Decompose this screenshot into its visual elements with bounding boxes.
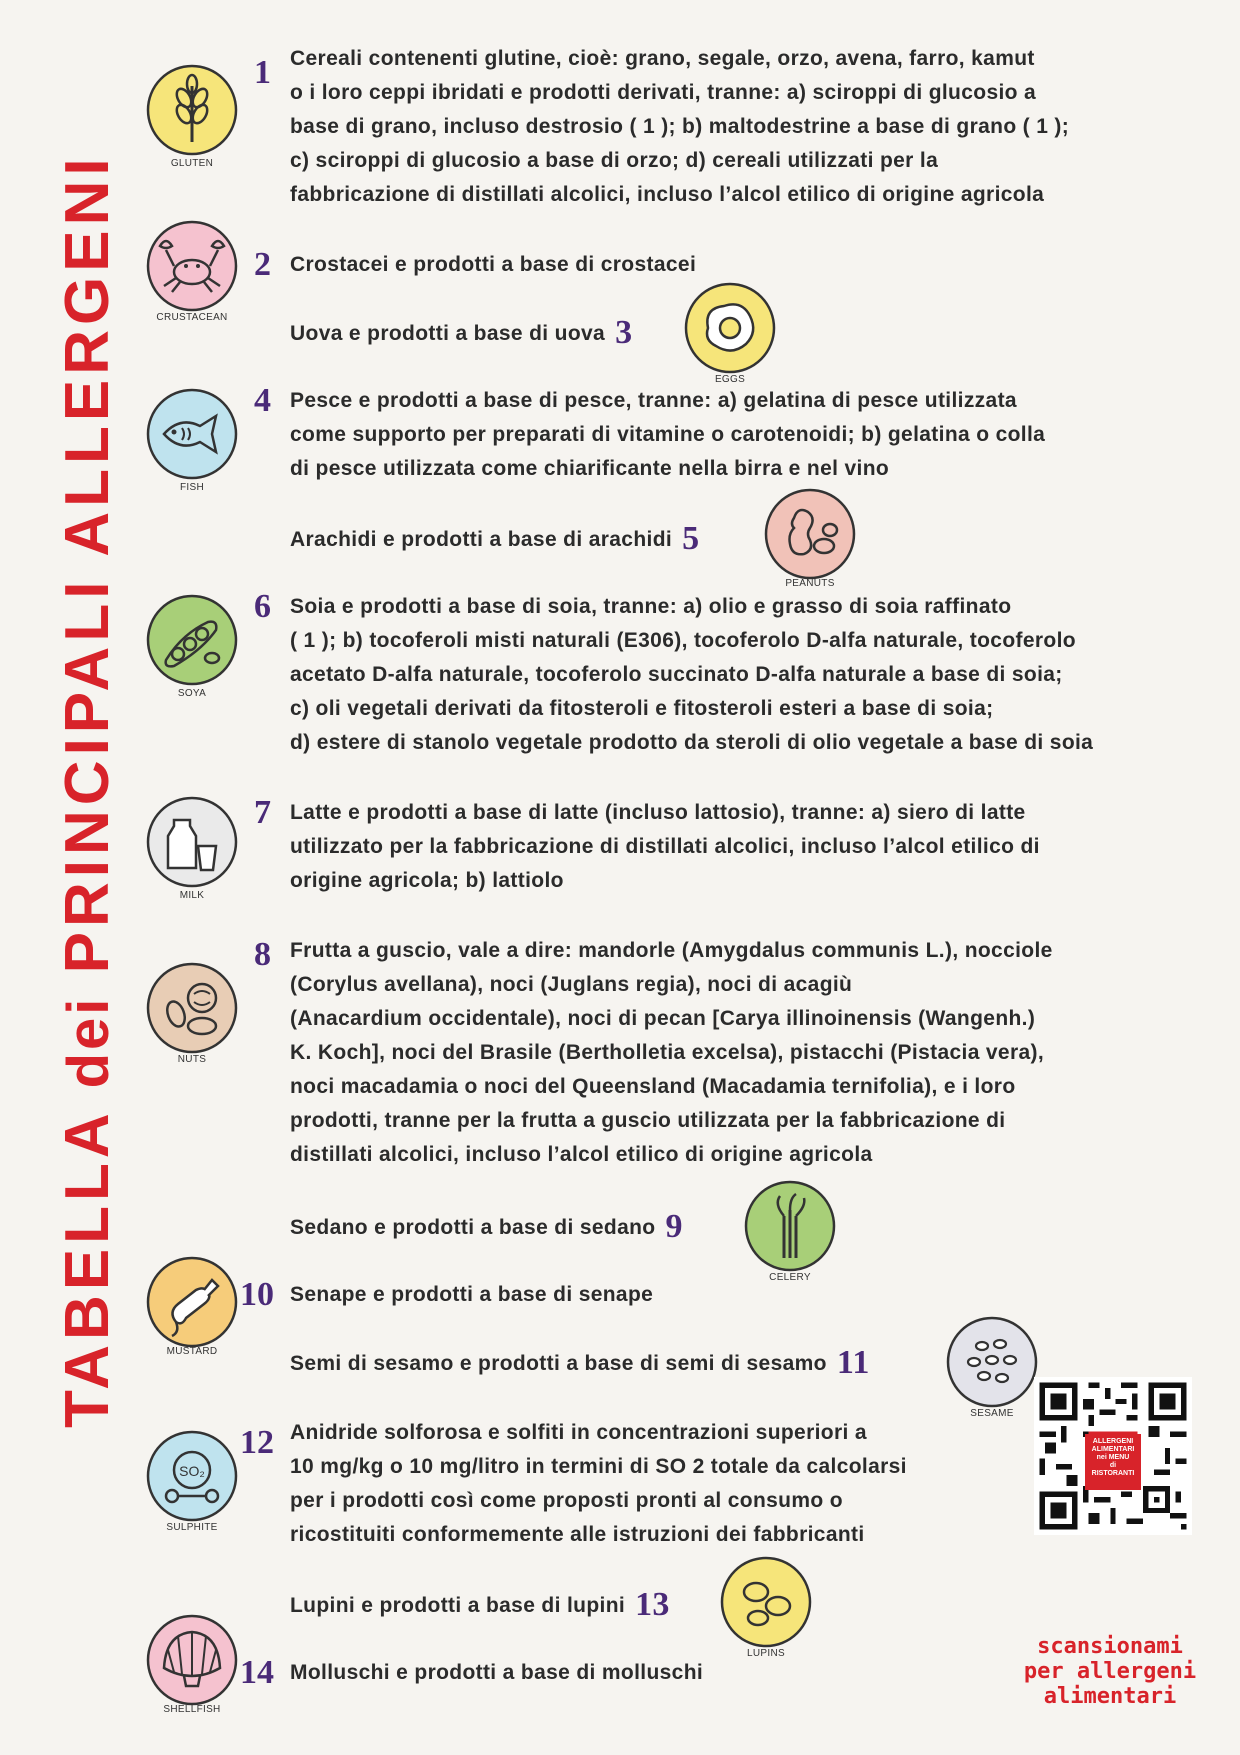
page-title: [48, 153, 128, 1428]
qr-badge-line: ALIMENTARI: [1091, 1446, 1135, 1453]
shell-icon: [146, 1614, 238, 1706]
allergen-number: 3: [615, 314, 633, 351]
description-line: Soia e prodotti a base di soia, tranne: a) olio e grasso di soia raffinato: [290, 595, 1012, 618]
lupin-icon: [720, 1556, 812, 1648]
description-line: di pesce utilizzata come chiarificante nella birra e nel vino: [290, 457, 890, 480]
svg-text:SO₂: SO₂: [179, 1463, 205, 1479]
title-connector: dei: [56, 995, 121, 1089]
description-line: Molluschi e prodotti a base di molluschi: [290, 1661, 704, 1684]
description-line: Uova e prodotti a base di uova: [290, 322, 606, 345]
allergen-label: SOYA: [177, 688, 207, 699]
description-line: per i prodotti così come proposti pronti al consumo o: [290, 1489, 843, 1512]
description-line: fabbricazione di distillati alcolici, incluso l’alcol etilico di origine agricola: [290, 183, 1045, 206]
allergen-description: [290, 522, 699, 557]
qr-caption-line: alimentari: [1043, 1684, 1177, 1709]
description-line: 10 mg/kg o 10 mg/litro in termini di SO 2 totale da calcolarsi: [290, 1455, 907, 1478]
qr-badge-line: nei MENU: [1096, 1454, 1130, 1461]
wheat-icon: [146, 64, 238, 156]
allergen-description: [290, 42, 1069, 212]
allergen-description: [290, 796, 1040, 898]
qr-badge-line: RISTORANTI: [1091, 1470, 1135, 1477]
allergen-number: 12: [240, 1424, 274, 1461]
allergen-description: [290, 934, 1053, 1172]
description-line: o i loro ceppi ibridati e prodotti derivati, tranne: a) sciroppi di glucosio a: [290, 81, 1037, 104]
milk-icon: [146, 796, 238, 888]
allergen-number: 1: [254, 54, 271, 91]
allergen-label: MILK: [179, 890, 205, 901]
allergen-label: SULPHITE: [166, 1522, 218, 1533]
soy-icon: [146, 594, 238, 686]
allergen-description: [290, 1210, 683, 1245]
description-line: (Anacardium occidentale), noci di pecan [Carya illinoinensis (Wangenh.): [290, 1007, 1036, 1030]
description-line: Lupini e prodotti a base di lupini: [290, 1594, 626, 1617]
description-line: Crostacei e prodotti a base di crostacei: [290, 253, 697, 276]
celery-icon: [744, 1180, 836, 1272]
allergen-number: 6: [254, 588, 271, 625]
allergen-number: 10: [240, 1276, 274, 1313]
qr-caption: [1010, 1634, 1210, 1709]
allergen-description: [290, 590, 1093, 760]
crab-icon: [146, 220, 238, 312]
description-line: Frutta a guscio, vale a dire: mandorle (Amygdalus communis L.), nocciole: [290, 939, 1053, 962]
fish-icon: [146, 388, 238, 480]
allergen-number: 8: [254, 936, 271, 973]
description-line: Semi di sesamo e prodotti a base di semi di sesamo: [290, 1352, 827, 1375]
description-line: Senape e prodotti a base di senape: [290, 1283, 654, 1306]
nuts-icon: [146, 962, 238, 1054]
description-line: come supporto per preparati di vitamine o carotenoidi; b) gelatina o colla: [290, 423, 1046, 446]
allergen-number: 11: [836, 1344, 870, 1381]
allergen-description: [290, 1656, 703, 1690]
egg-icon: [684, 282, 776, 374]
allergen-label: MUSTARD: [166, 1346, 218, 1357]
allergen-number: 5: [682, 520, 700, 557]
title-main: TABELLA: [53, 1110, 122, 1428]
qr-caption-line: per allergeni: [1023, 1659, 1197, 1684]
description-line: ricostituiti conformemente alle istruzioni dei fabbricanti: [290, 1523, 865, 1546]
allergen-number: 14: [240, 1654, 274, 1691]
description-line: Anidride solforosa e solfiti in concentrazioni superiori a: [290, 1421, 867, 1444]
mustard-icon: [146, 1256, 238, 1348]
allergen-description: [290, 384, 1045, 486]
description-line: Arachidi e prodotti a base di arachidi: [290, 528, 673, 551]
allergen-label: GLUTEN: [170, 158, 214, 169]
description-line: Pesce e prodotti a base di pesce, tranne: a) gelatina di pesce utilizzata: [290, 389, 1017, 412]
allergen-label: CRUSTACEAN: [156, 312, 228, 323]
allergen-description: [290, 1416, 907, 1552]
allergen-label: FISH: [180, 482, 204, 493]
allergen-number: 9: [665, 1208, 683, 1245]
description-line: prodotti, tranne per la frutta a guscio utilizzata per la fabbricazione di: [290, 1109, 1006, 1132]
description-line: noci macadamia o noci del Queensland (Macadamia ternifolia), e i loro: [290, 1075, 1016, 1098]
description-line: c) oli vegetali derivati da fitosteroli e fitosteroli esteri a base di soia;: [290, 697, 994, 720]
allergen-label: EGGS: [714, 374, 746, 385]
allergen-description: [290, 1278, 653, 1312]
allergen-number: 13: [635, 1586, 670, 1623]
allergen-number: 2: [254, 246, 271, 283]
allergen-number: 7: [254, 794, 271, 831]
description-line: Sedano e prodotti a base di sedano: [290, 1216, 656, 1239]
sulphite-icon: [146, 1430, 238, 1522]
allergen-description: [290, 1588, 670, 1623]
qr-badge: [1085, 1434, 1141, 1490]
allergen-label: PEANUTS: [785, 578, 835, 589]
description-line: base di grano, incluso destrosio ( 1 ); b) maltodestrine a base di grano ( 1 );: [290, 115, 1070, 138]
description-line: d) estere di stanolo vegetale prodotto da steroli di olio vegetale a base di soia: [290, 731, 1094, 754]
description-line: Latte e prodotti a base di latte (incluso lattosio), tranne: a) siero di latte: [290, 801, 1026, 824]
allergen-description: [290, 248, 696, 282]
allergen-description: [290, 316, 632, 351]
sesame-icon: [946, 1316, 1038, 1408]
description-line: distillati alcolici, incluso l’alcol etilico di origine agricola: [290, 1143, 873, 1166]
allergen-label: CELERY: [769, 1272, 811, 1283]
description-line: K. Koch], noci del Brasile (Bertholletia excelsa), pistacchi (Pistacia vera),: [290, 1041, 1045, 1064]
title-rest: PRINCIPALI ALLERGENI: [53, 153, 122, 974]
description-line: Cereali contenenti glutine, cioè: grano, segale, orzo, avena, farro, kamut: [290, 47, 1035, 70]
description-line: acetato D-alfa naturale, tocoferolo succinato D-alfa naturale a base di soia;: [290, 663, 1063, 686]
qr-badge-line: di: [1109, 1462, 1117, 1469]
description-line: (Corylus avellana), noci (Juglans regia), noci di acagiù: [290, 973, 853, 996]
description-line: c) sciroppi di glucosio a base di orzo; d) cereali utilizzati per la: [290, 149, 939, 172]
description-line: utilizzato per la fabbricazione di distillati alcolici, incluso l’alcol etilico di: [290, 835, 1040, 858]
allergen-label: SESAME: [970, 1408, 1014, 1419]
description-line: origine agricola; b) lattiolo: [290, 869, 564, 892]
allergen-label: LUPINS: [747, 1648, 785, 1659]
allergen-number: 4: [254, 382, 271, 419]
peanut-icon: [764, 488, 856, 580]
allergen-label: SHELLFISH: [163, 1704, 221, 1715]
allergen-label: NUTS: [177, 1054, 207, 1065]
qr-badge-line: ALLERGENI: [1092, 1438, 1134, 1445]
description-line: ( 1 ); b) tocoferoli misti naturali (E306), tocoferolo D-alfa naturale, tocoferolo: [290, 629, 1076, 652]
qr-caption-line: scansionami: [1037, 1634, 1183, 1659]
allergen-description: [290, 1346, 870, 1381]
